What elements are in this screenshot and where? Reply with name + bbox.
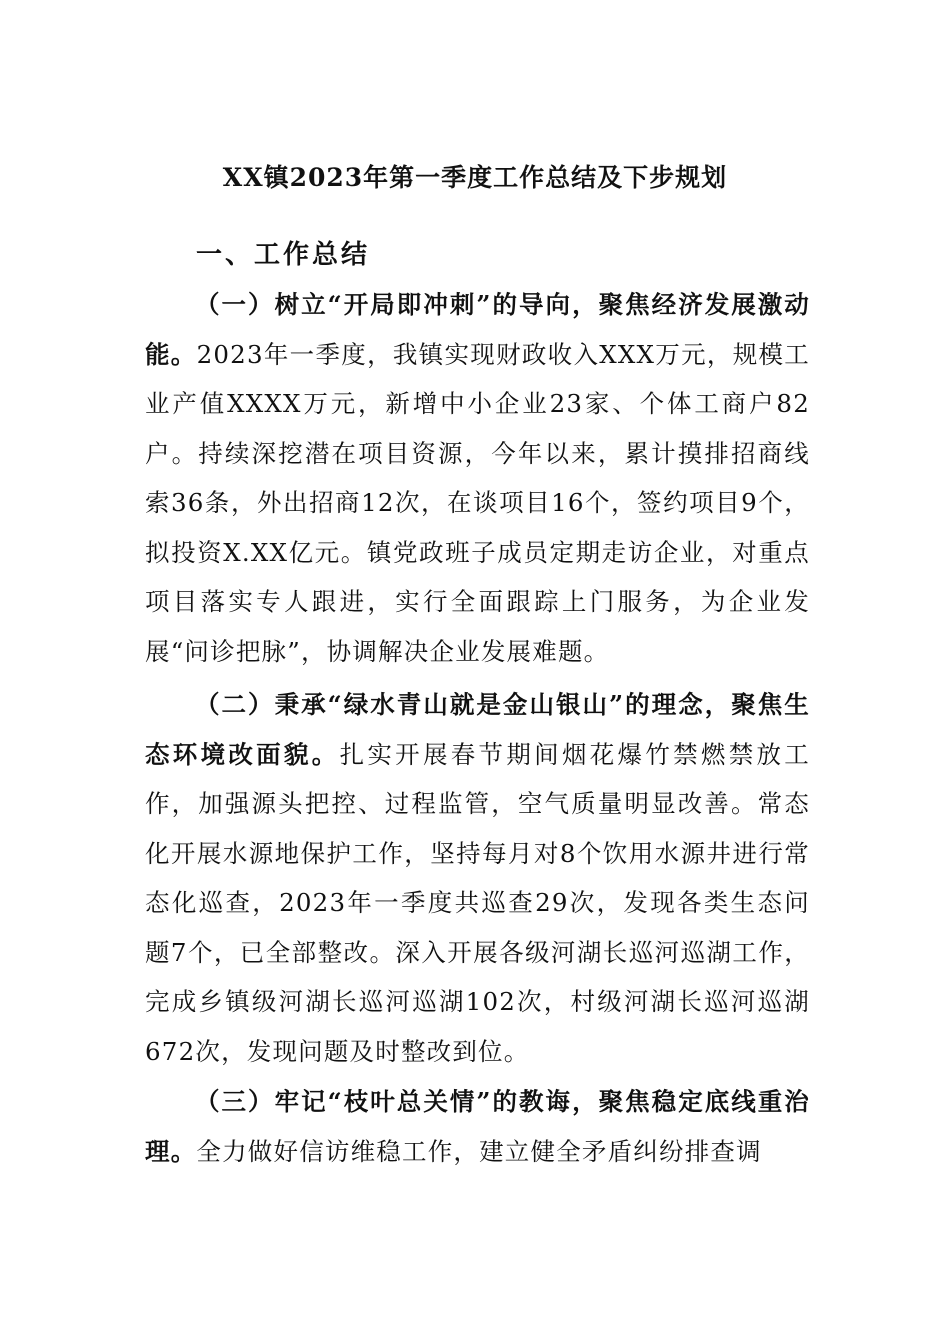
paragraph-body: 全力做好信访维稳工作，建立健全矛盾纠纷排查调 [196,1136,762,1166]
section-heading: 一、工作总结 [196,240,371,270]
paragraph-stability [145,1077,810,1176]
paragraph-ecology [145,680,810,1076]
paragraph-lead: （二）秉承“绿水青山就是金山银山”的理念，聚焦生态环境改面貌。 [145,690,810,769]
paragraph-economy [145,280,810,676]
paragraph-body: 2023年一季度，我镇实现财政收入XXX万元，规模工业产值XXXX万元，新增中小企业23家、个体工商户82户。持续深挖潜在项目资源，今年以来，累计摸排招商线索36条，外出招商12次，在谈项目16个，签约项目9个，拟投资X.XX亿元。镇党政班子成员定期走访企业，对重点项目落实专人跟进，实行全面跟踪上门服务，为企业发展“问诊把脉”，协调解决企业发展难题。 [145,339,811,666]
paragraph-body: 扎实开展春节期间烟花爆竹禁燃禁放工作，加强源头把控、过程监管，空气质量明显改善。常态化开展水源地保护工作，坚持每月对8个饮用水源井进行常态化巡查，2023年一季度共巡查29次，发现各类生态问题7个，已全部整改。深入开展各级河湖长巡河巡湖工作，完成乡镇级河湖长巡河巡湖102次，村级河湖长巡河巡湖672次，发现问题及时整改到位。 [145,739,810,1066]
document-title: XX镇2023年第一季度工作总结及下步规划 [222,163,728,192]
paragraph-lead: （三）牢记“枝叶总关情”的教诲，聚焦稳定底线重治理。 [145,1087,810,1166]
paragraph-lead: （一）树立“开局即冲刺”的导向，聚焦经济发展激动能。 [145,290,810,369]
